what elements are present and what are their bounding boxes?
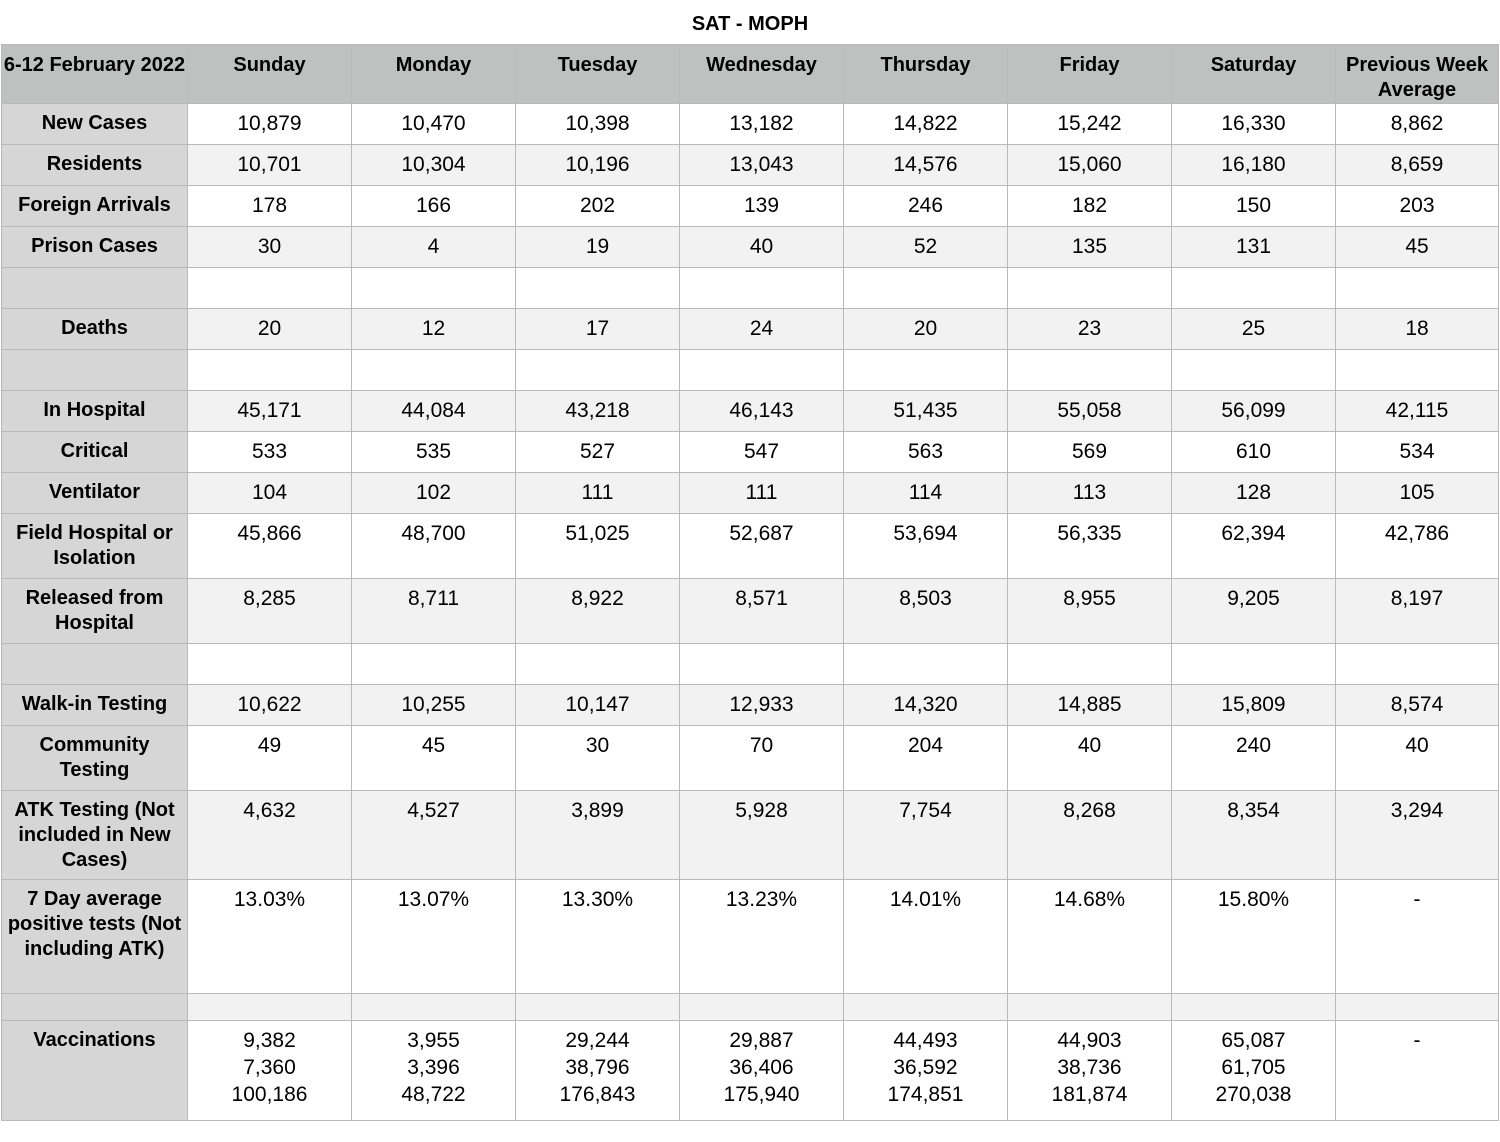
table-cell: 139 [680, 186, 844, 227]
table-cell: 114 [844, 473, 1008, 514]
row-label-vaccinations: Vaccinations [2, 1021, 188, 1121]
table-cell: 12,933 [680, 685, 844, 726]
table-cell: 13.30% [516, 880, 680, 994]
table-cell: 131 [1172, 227, 1336, 268]
empty-cell [1008, 268, 1172, 309]
empty-cell [1172, 994, 1336, 1021]
row-label-released: Released from Hospital [2, 579, 188, 644]
table-cell: 52 [844, 227, 1008, 268]
table-cell: 12 [352, 309, 516, 350]
day-header: Thursday [844, 45, 1008, 104]
row-label-empty [2, 994, 188, 1021]
table-cell: 46,143 [680, 391, 844, 432]
table-cell: 49 [188, 726, 352, 791]
table-cell: 40 [680, 227, 844, 268]
row-label-prison-cases: Prison Cases [2, 227, 188, 268]
day-header: Wednesday [680, 45, 844, 104]
table-row [2, 473, 1499, 514]
vaccination-value: 48,722 [401, 1083, 466, 1106]
vaccination-value: 61,705 [1221, 1056, 1286, 1079]
day-header: Sunday [188, 45, 352, 104]
empty-cell [352, 994, 516, 1021]
table-row [2, 880, 1499, 994]
row-label-foreign-arrivals: Foreign Arrivals [2, 186, 188, 227]
table-cell: 30 [516, 726, 680, 791]
vaccination-value: - [1413, 1029, 1421, 1052]
table-cell: 13,182 [680, 104, 844, 145]
table-row [2, 104, 1499, 145]
vaccination-value: 65,087 [1221, 1029, 1286, 1052]
table-cell: 10,147 [516, 685, 680, 726]
table-row [2, 145, 1499, 186]
table-cell: 51,025 [516, 514, 680, 579]
table-cell: 534 [1336, 432, 1499, 473]
table-cell: 8,955 [1008, 579, 1172, 644]
table-cell: 55,058 [1008, 391, 1172, 432]
table-cell: 10,470 [352, 104, 516, 145]
previous-week-average-header: Previous Week Average [1336, 45, 1499, 104]
empty-cell [1008, 350, 1172, 391]
table-row [2, 227, 1499, 268]
report-title: SAT - MOPH [691, 13, 809, 35]
table-cell: 13.23% [680, 880, 844, 994]
table-cell: 40 [1008, 726, 1172, 791]
table-cell: 246 [844, 186, 1008, 227]
empty-cell [844, 350, 1008, 391]
empty-cell [188, 268, 352, 309]
vaccination-value: 3,396 [407, 1056, 460, 1079]
table-cell: 52,687 [680, 514, 844, 579]
row-label-positive: 7 Day average positive tests (Not including ATK) [2, 880, 188, 994]
table-cell: 8,285 [188, 579, 352, 644]
table-cell: 14,885 [1008, 685, 1172, 726]
empty-cell [516, 644, 680, 685]
row-label-walkin: Walk-in Testing [2, 685, 188, 726]
table-cell: 24 [680, 309, 844, 350]
vaccination-value: 44,493 [893, 1029, 958, 1052]
vaccination-value: 44,903 [1057, 1029, 1122, 1052]
table-cell [1172, 1021, 1336, 1121]
table-cell: 166 [352, 186, 516, 227]
table-cell: 20 [188, 309, 352, 350]
table-cell: 51,435 [844, 391, 1008, 432]
table-cell: 16,330 [1172, 104, 1336, 145]
table-cell: 182 [1008, 186, 1172, 227]
table-row [2, 309, 1499, 350]
table-cell: 30 [188, 227, 352, 268]
empty-cell [516, 268, 680, 309]
table-cell: 56,099 [1172, 391, 1336, 432]
empty-cell [516, 350, 680, 391]
table-cell: 8,922 [516, 579, 680, 644]
empty-cell [352, 268, 516, 309]
table-cell: 240 [1172, 726, 1336, 791]
vaccination-value: 36,592 [893, 1056, 958, 1079]
table-cell: 178 [188, 186, 352, 227]
table-cell: 14.01% [844, 880, 1008, 994]
row-label-community: Community Testing [2, 726, 188, 791]
table-cell: 135 [1008, 227, 1172, 268]
table-cell: 9,205 [1172, 579, 1336, 644]
table-row [2, 579, 1499, 644]
table-cell: 45,171 [188, 391, 352, 432]
table-cell: 15.80% [1172, 880, 1336, 994]
spacer-row [2, 350, 1499, 391]
table-cell: 563 [844, 432, 1008, 473]
table-cell: 8,711 [352, 579, 516, 644]
table-cell: 8,659 [1336, 145, 1499, 186]
table-cell: 113 [1008, 473, 1172, 514]
table-cell: 42,115 [1336, 391, 1499, 432]
table-cell: 8,574 [1336, 685, 1499, 726]
table-cell: 25 [1172, 309, 1336, 350]
table-cell: 20 [844, 309, 1008, 350]
table-cell: 14.68% [1008, 880, 1172, 994]
table-cell: 13,043 [680, 145, 844, 186]
table-cell: 569 [1008, 432, 1172, 473]
table-cell: 45 [352, 726, 516, 791]
row-label-field-hospital: Field Hospital or Isolation [2, 514, 188, 579]
empty-cell [680, 994, 844, 1021]
empty-cell [352, 350, 516, 391]
table-cell: - [1336, 880, 1499, 994]
table-cell: 43,218 [516, 391, 680, 432]
empty-cell [1008, 644, 1172, 685]
table-cell: 150 [1172, 186, 1336, 227]
table-cell: 3,294 [1336, 791, 1499, 880]
table-cell: 10,879 [188, 104, 352, 145]
table-cell: 111 [680, 473, 844, 514]
table-cell: 8,197 [1336, 579, 1499, 644]
empty-cell [516, 994, 680, 1021]
vaccination-value: 38,796 [565, 1056, 630, 1079]
vaccination-value: 174,851 [887, 1083, 964, 1106]
vaccination-value: 36,406 [729, 1056, 794, 1079]
table-cell: 40 [1336, 726, 1499, 791]
spacer-row [2, 994, 1499, 1021]
empty-cell [188, 644, 352, 685]
row-label-empty [2, 644, 188, 685]
table-cell [352, 1021, 516, 1121]
table-cell: 527 [516, 432, 680, 473]
vaccination-value: 270,038 [1215, 1083, 1292, 1106]
table-cell: 111 [516, 473, 680, 514]
table-row [2, 186, 1499, 227]
table-cell: 4,527 [352, 791, 516, 880]
row-label-atk: ATK Testing (Not included in New Cases) [2, 791, 188, 880]
vaccination-value: 100,186 [231, 1083, 308, 1106]
table-cell: 204 [844, 726, 1008, 791]
table-row [2, 726, 1499, 791]
table-cell: 14,320 [844, 685, 1008, 726]
row-label-empty [2, 268, 188, 309]
table-cell: 547 [680, 432, 844, 473]
table-cell: 13.07% [352, 880, 516, 994]
table-cell: 44,084 [352, 391, 516, 432]
empty-cell [188, 994, 352, 1021]
table-cell: 48,700 [352, 514, 516, 579]
table-cell: 128 [1172, 473, 1336, 514]
table-cell: 7,754 [844, 791, 1008, 880]
table-cell: 14,576 [844, 145, 1008, 186]
table-cell: 10,398 [516, 104, 680, 145]
table-cell: 17 [516, 309, 680, 350]
day-header: Saturday [1172, 45, 1336, 104]
vaccination-value: 175,940 [723, 1083, 800, 1106]
table-cell: 3,899 [516, 791, 680, 880]
row-label-residents: Residents [2, 145, 188, 186]
empty-cell [352, 644, 516, 685]
table-row [2, 1021, 1499, 1121]
table-cell: 16,180 [1172, 145, 1336, 186]
empty-cell [1172, 644, 1336, 685]
day-header: Monday [352, 45, 516, 104]
table-cell [844, 1021, 1008, 1121]
table-cell: 15,809 [1172, 685, 1336, 726]
table-row [2, 432, 1499, 473]
vaccination-value: 3,955 [407, 1029, 460, 1052]
spacer-row [2, 268, 1499, 309]
table-cell: 535 [352, 432, 516, 473]
empty-cell [1008, 994, 1172, 1021]
table-cell: 42,786 [1336, 514, 1499, 579]
table-row [2, 685, 1499, 726]
vaccination-value: 29,887 [729, 1029, 794, 1052]
vaccination-value: 9,382 [243, 1029, 296, 1052]
table-cell: 56,335 [1008, 514, 1172, 579]
table-cell [1008, 1021, 1172, 1121]
table-cell: 70 [680, 726, 844, 791]
table-cell [516, 1021, 680, 1121]
empty-cell [1172, 350, 1336, 391]
table-cell: 610 [1172, 432, 1336, 473]
table-cell: 10,196 [516, 145, 680, 186]
table-cell: 203 [1336, 186, 1499, 227]
table-cell: 15,242 [1008, 104, 1172, 145]
table-cell: 23 [1008, 309, 1172, 350]
table-cell: 45,866 [188, 514, 352, 579]
vaccination-value: 7,360 [243, 1056, 296, 1079]
header-row [2, 45, 1499, 104]
table-cell: 13.03% [188, 880, 352, 994]
table-row [2, 791, 1499, 880]
table-cell: 5,928 [680, 791, 844, 880]
empty-cell [844, 268, 1008, 309]
empty-cell [188, 350, 352, 391]
spacer-row [2, 644, 1499, 685]
table-cell: 105 [1336, 473, 1499, 514]
table-cell: 8,354 [1172, 791, 1336, 880]
vaccination-value: 29,244 [565, 1029, 630, 1052]
table-cell: 104 [188, 473, 352, 514]
empty-cell [1336, 644, 1499, 685]
table-cell: 18 [1336, 309, 1499, 350]
empty-cell [680, 268, 844, 309]
table-cell: 8,503 [844, 579, 1008, 644]
row-label-ventilator: Ventilator [2, 473, 188, 514]
empty-cell [844, 994, 1008, 1021]
table-cell [188, 1021, 352, 1121]
table-cell: 15,060 [1008, 145, 1172, 186]
day-header: Tuesday [516, 45, 680, 104]
table-cell: 8,571 [680, 579, 844, 644]
table-cell: 14,822 [844, 104, 1008, 145]
table-row [2, 391, 1499, 432]
empty-cell [1172, 268, 1336, 309]
empty-cell [680, 350, 844, 391]
table-cell: 202 [516, 186, 680, 227]
row-label-in-hospital: In Hospital [2, 391, 188, 432]
row-label-new-cases: New Cases [2, 104, 188, 145]
empty-cell [844, 644, 1008, 685]
table-cell [1336, 1021, 1499, 1121]
empty-cell [1336, 350, 1499, 391]
table-cell: 10,304 [352, 145, 516, 186]
table-cell: 533 [188, 432, 352, 473]
vaccination-value: 176,843 [559, 1083, 636, 1106]
covid-weekly-table [1, 44, 1499, 1121]
table-cell: 102 [352, 473, 516, 514]
table-row [2, 514, 1499, 579]
vaccination-value: 38,736 [1057, 1056, 1122, 1079]
date-range-header: 6-12 February 2022 [2, 45, 188, 104]
table-cell: 8,268 [1008, 791, 1172, 880]
empty-cell [1336, 268, 1499, 309]
table-cell: 4 [352, 227, 516, 268]
table-cell: 10,622 [188, 685, 352, 726]
empty-cell [680, 644, 844, 685]
table-cell: 45 [1336, 227, 1499, 268]
table-cell: 19 [516, 227, 680, 268]
day-header: Friday [1008, 45, 1172, 104]
row-label-critical: Critical [2, 432, 188, 473]
row-label-empty [2, 350, 188, 391]
table-cell [680, 1021, 844, 1121]
table-cell: 8,862 [1336, 104, 1499, 145]
table-cell: 62,394 [1172, 514, 1336, 579]
table-cell: 10,255 [352, 685, 516, 726]
row-label-deaths: Deaths [2, 309, 188, 350]
table-cell: 4,632 [188, 791, 352, 880]
vaccination-value: 181,874 [1051, 1083, 1128, 1106]
table-cell: 10,701 [188, 145, 352, 186]
table-cell: 53,694 [844, 514, 1008, 579]
empty-cell [1336, 994, 1499, 1021]
